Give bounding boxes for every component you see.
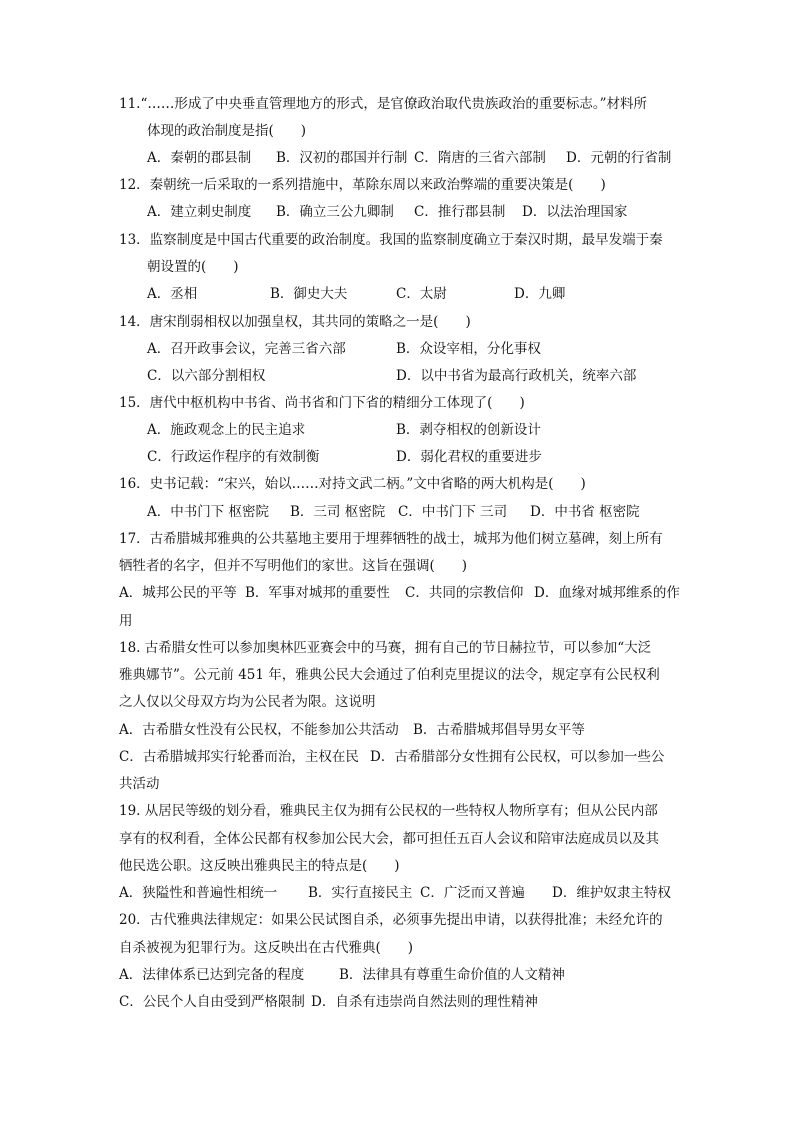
option-b: B．实行直接民主 bbox=[308, 885, 413, 901]
option-a: A．中书门下 枢密院 bbox=[147, 504, 270, 520]
option-d: D．以法治理国家 bbox=[522, 204, 628, 220]
option-b: B．法律具有尊重生命价值的人文精神 bbox=[339, 967, 565, 983]
option-a: A．施政观念上的民主追求 bbox=[147, 422, 306, 438]
option-a: A．城邦公民的平等 bbox=[119, 585, 237, 601]
option-c: C．广泛而又普遍 bbox=[420, 885, 525, 901]
option-b: B．确立三公九卿制 bbox=[276, 204, 394, 220]
option-b: B．汉初的郡国并行制 bbox=[276, 150, 408, 166]
option-b: B．军事对城邦的重要性 bbox=[245, 585, 390, 601]
option-d: D．九卿 bbox=[514, 286, 566, 302]
option-c: C．隋唐的三省六部制 bbox=[414, 150, 546, 166]
option-d: D．自杀有违崇尚自然法则的理性精神 bbox=[311, 994, 538, 1010]
option-c: C．古希腊城邦实行轮番而治，主权在民 bbox=[119, 749, 359, 765]
question-stem: 雅典娜节”。公元前 451 年，雅典公民大会通过了伯利克里提议的法令，规定享有公民权利 bbox=[119, 667, 660, 683]
question-stem: 17．古希腊城邦雅典的公共墓地主要用于埋葬牺牲的战士，城邦为他们树立墓碑，刻上所有 bbox=[119, 531, 663, 547]
option-c: C．行政运作程序的有效制衡 bbox=[147, 449, 320, 465]
question-stem: 20．古代雅典法律规定：如果公民试图自杀，必须事先提出申请，以获得批准；未经允许的 bbox=[119, 912, 663, 928]
option-c: C．公民个人自由受到严格限制 bbox=[119, 994, 305, 1010]
option-d: D．血缘对城邦维系的作 bbox=[534, 585, 680, 601]
option-a: A．法律体系已达到完备的程度 bbox=[119, 967, 305, 983]
option-d-continued: 共活动 bbox=[119, 776, 160, 792]
option-a: A．丞相 bbox=[147, 286, 198, 302]
option-c: C．以六部分割相权 bbox=[147, 368, 266, 384]
question-stem: 享有的权利看，全体公民都有权参加公民大会，都可担任五百人会议和陪审法庭成员以及其 bbox=[119, 831, 659, 847]
question-stem: 体现的政治制度是指( ) bbox=[147, 123, 307, 139]
question-stem: 19. 从居民等级的划分看，雅典民主仅为拥有公民权的一些特权人物所享有；但从公民内部 bbox=[119, 803, 658, 819]
option-b: B．古希腊城邦倡导男女平等 bbox=[413, 722, 585, 738]
option-d: D．中书省 枢密院 bbox=[530, 504, 640, 520]
option-d: D．以中书省为最高行政机关，统率六部 bbox=[396, 368, 637, 384]
question-stem: 牺牲者的名字，但并不写明他们的家世。这旨在强调( ) bbox=[119, 558, 468, 574]
option-d: D．元朝的行省制 bbox=[566, 150, 672, 166]
question-stem: 朝设置的( ) bbox=[147, 259, 239, 275]
question-stem: 他民选公职。这反映出雅典民主的特点是( ) bbox=[119, 858, 400, 874]
question-stem: 13．监察制度是中国古代重要的政治制度。我国的监察制度确立于秦汉时期，最早发端于秦 bbox=[119, 232, 663, 248]
option-d-continued: 用 bbox=[119, 613, 133, 629]
option-c: C．中书门下 三司 bbox=[398, 504, 508, 520]
option-a: A．建立刺史制度 bbox=[147, 204, 252, 220]
question-stem: 自杀被视为犯罪行为。这反映出在古代雅典( ) bbox=[119, 940, 414, 956]
option-b: B．众设宰相，分化事权 bbox=[396, 341, 541, 357]
question-stem: 12．秦朝统一后采取的一系列措施中，革除东周以来政治弊端的重要决策是( ) bbox=[119, 177, 606, 193]
option-a: A．秦朝的郡县制 bbox=[147, 150, 252, 166]
option-c: C．太尉 bbox=[396, 286, 447, 302]
question-stem: 16．史书记载：“宋兴，始以……对持文武二柄。”文中省略的两大机构是( ) bbox=[119, 476, 586, 492]
question-stem: 11.“……形成了中央垂直管理地方的形式，是官僚政治取代贵族政治的重要标志。”材料所 bbox=[119, 96, 648, 112]
option-d: D．弱化君权的重要进步 bbox=[396, 449, 542, 465]
option-d: D．维护奴隶主特权 bbox=[552, 885, 671, 901]
question-stem: 18. 古希腊女性可以参加奥林匹亚赛会中的马赛，拥有自己的节日赫拉节，可以参加“大泛 bbox=[119, 640, 652, 656]
option-b: B．剥夺相权的创新设计 bbox=[396, 422, 541, 438]
option-a: A．古希腊女性没有公民权，不能参加公共活动 bbox=[119, 722, 399, 738]
question-stem: 14．唐宋削弱相权以加强皇权，其共同的策略之一是( ) bbox=[119, 314, 471, 330]
option-c: C．共同的宗教信仰 bbox=[405, 585, 524, 601]
option-a: A．狭隘性和普遍性相统一 bbox=[119, 885, 278, 901]
option-a: A．召开政事会议，完善三省六部 bbox=[147, 341, 346, 357]
question-stem: 之人仅以父母双方均为公民者为限。这说明 bbox=[119, 694, 376, 710]
question-stem: 15．唐代中枢机构中书省、尚书省和门下省的精细分工体现了( ) bbox=[119, 395, 525, 411]
option-b: B．御史大夫 bbox=[270, 286, 348, 302]
option-c: C．推行郡县制 bbox=[414, 204, 506, 220]
option-d: D．古希腊部分女性拥有公民权，可以参加一些公 bbox=[370, 749, 665, 765]
option-b: B．三司 枢密院 bbox=[290, 504, 386, 520]
